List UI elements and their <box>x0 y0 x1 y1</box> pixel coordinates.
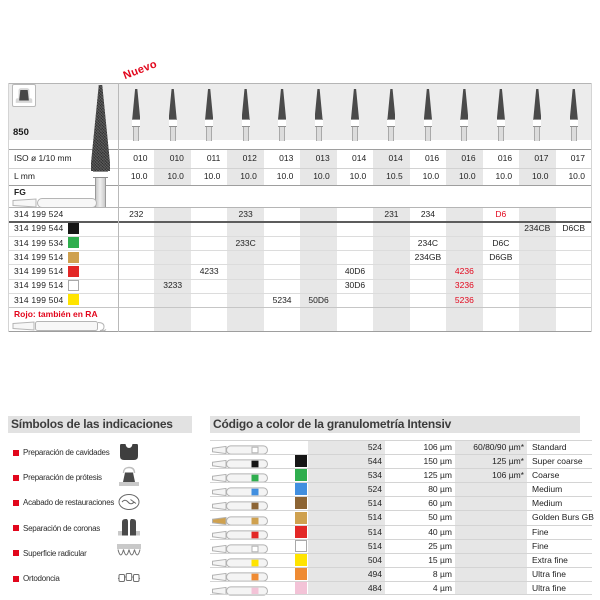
iso-value-cell: 014 <box>352 153 367 163</box>
grit-color-chip <box>68 223 79 234</box>
column-bur-image <box>168 89 178 141</box>
column-bur-shank <box>388 127 394 141</box>
bur-code-cell: D6 <box>495 209 507 219</box>
bur-family-table <box>8 58 592 332</box>
grit-name-cell: Medium <box>532 484 563 495</box>
column-bur-image <box>532 89 542 141</box>
indication-item <box>8 440 198 465</box>
column-bur-shank <box>352 127 358 141</box>
column-bur-cone <box>205 89 213 119</box>
length-value-cell: 10.0 <box>422 171 440 181</box>
grit-name-cell: Extra fine <box>532 554 568 565</box>
grit-code-cell: 494 <box>367 568 382 579</box>
column-bur-shank <box>498 127 504 141</box>
grit-bur-icon <box>212 442 269 452</box>
column-bur-shank <box>316 127 322 141</box>
bur-profile-glyph <box>13 85 35 106</box>
grit-bur-icon <box>212 583 269 593</box>
length-value-cell: 10.5 <box>386 171 403 181</box>
bur-code-cell: 30D6 <box>344 280 366 291</box>
iso-value-cell: 010 <box>169 153 184 163</box>
length-value-cell: 10.0 <box>203 171 221 181</box>
divider-line <box>8 83 9 332</box>
length-value-cell: 10.0 <box>495 171 513 181</box>
bur-code-cell: 3233 <box>163 280 183 291</box>
grit-code-cell: 524 <box>367 484 382 495</box>
iso-value-cell: 017 <box>534 153 549 163</box>
grit-code-cell: 514 <box>367 540 382 551</box>
indication-label: Ortodoncia <box>23 574 60 583</box>
column-bur-neck <box>533 119 541 127</box>
column-bur-neck <box>205 119 213 127</box>
grit-code-cell: 524 <box>367 442 382 452</box>
grit-size-cell: 4 µm <box>432 582 452 593</box>
grit-size-cell: 150 µm <box>423 456 452 467</box>
length-value-cell: 10.0 <box>276 171 294 181</box>
bur-code-cell: 232 <box>129 209 144 219</box>
bur-code-cell: D6C <box>492 237 510 248</box>
column-bur-neck <box>424 119 432 127</box>
grit-size-cell: 50 µm <box>428 512 452 523</box>
column-bur-cone <box>387 89 395 119</box>
column-bur-image <box>386 89 396 141</box>
grit-size-cell: 25 µm <box>428 540 452 551</box>
bur-code-cell: 233C <box>235 237 256 248</box>
grit-bur-icon <box>212 541 269 551</box>
column-stripe <box>154 207 190 331</box>
grit-name-cell: Ultra fine <box>532 582 567 593</box>
column-bur-image <box>241 89 251 141</box>
grit-alt-size-cell: 106 µm* <box>492 470 524 481</box>
indication-label: Separación de coronas <box>23 523 101 533</box>
grit-bur-icon <box>212 513 269 523</box>
symbols-title: Símbolos de las indicaciones <box>8 416 192 433</box>
grit-code-cell: 514 <box>367 526 382 537</box>
order-code-label: 314 199 514 <box>14 251 64 262</box>
root-surface-icon <box>117 542 141 564</box>
column-bur-cone <box>351 89 359 119</box>
order-code-label: 314 199 514 <box>14 266 64 277</box>
bur-code-cell: 233 <box>238 209 253 219</box>
crown-separation-icon <box>117 517 141 539</box>
grit-code-cell: 514 <box>367 498 382 509</box>
iso-value-cell: 012 <box>242 153 257 163</box>
grit-color-square <box>295 554 307 566</box>
grit-code-cell: 514 <box>367 512 382 523</box>
bur-code-cell: 234C <box>417 237 439 248</box>
column-bur-neck <box>387 119 395 127</box>
order-code-label: 314 199 534 <box>14 237 64 248</box>
column-bur-cone <box>497 89 505 119</box>
grit-color-chip <box>68 237 79 248</box>
length-value-cell: 10.0 <box>313 171 330 181</box>
column-bur-image <box>131 89 141 141</box>
column-bur-image <box>314 89 324 141</box>
divider-line <box>8 307 592 308</box>
column-stripe <box>227 207 263 331</box>
length-value-cell: 10.0 <box>240 171 257 181</box>
column-bur-shank <box>425 127 431 141</box>
grit-size-cell: 40 µm <box>428 526 452 537</box>
grit-code-cell: 504 <box>367 554 382 565</box>
column-bur-shank <box>279 127 285 141</box>
column-bur-cone <box>570 89 578 119</box>
bur-code-cell: 40D6 <box>344 266 366 277</box>
column-bur-neck <box>169 119 177 127</box>
grit-color-square <box>295 526 307 538</box>
column-bur-image <box>569 89 579 141</box>
bur-code-cell: 5234 <box>272 294 292 305</box>
column-bur-neck <box>497 119 505 127</box>
order-code-label: 314 199 544 <box>14 223 64 234</box>
column-bur-cone <box>315 89 323 119</box>
grit-color-square <box>295 540 307 552</box>
column-bur-cone <box>132 89 140 119</box>
column-bur-shank <box>243 127 249 141</box>
column-stripe <box>300 207 336 331</box>
iso-value-cell: 013 <box>315 153 330 163</box>
grit-color-square <box>295 512 307 524</box>
grit-size-cell: 8 µm <box>432 568 452 579</box>
grit-name-cell: Ultra fine <box>532 568 567 579</box>
column-bur-neck <box>278 119 286 127</box>
length-value-cell: 10.0 <box>531 171 549 181</box>
grit-name-cell: Fine <box>532 526 549 537</box>
column-bur-image <box>496 89 506 141</box>
bur-code-cell: 50D6 <box>308 294 329 305</box>
length-value-cell: 10.0 <box>167 171 184 181</box>
orthodontics-icon <box>117 567 141 589</box>
indication-item <box>8 566 198 591</box>
bur-code-cell: 234CB <box>524 223 551 234</box>
grit-name-cell: Medium <box>532 498 563 509</box>
grit-size-cell: 80 µm <box>428 484 452 495</box>
column-bur-cone <box>278 89 286 119</box>
iso-value-cell: 017 <box>570 153 585 163</box>
grit-color-square <box>295 582 307 594</box>
grit-code-cell: 534 <box>367 470 382 481</box>
cavity-prep-icon <box>117 441 141 463</box>
divider-line <box>8 264 592 265</box>
column-bur-neck <box>570 119 578 127</box>
column-bur-shank <box>133 127 139 141</box>
length-value-cell: 10.0 <box>459 171 476 181</box>
grit-size-cell: 15 µm <box>428 554 452 565</box>
column-bur-neck <box>460 119 468 127</box>
grit-alt-size-cell: 60/80/90 µm* <box>473 442 524 452</box>
bur-code-cell: D6GB <box>489 251 513 262</box>
indication-label: Preparación de prótesis <box>23 473 102 483</box>
grit-name-cell: Fine <box>532 540 549 551</box>
order-code-label: 314 199 514 <box>14 280 64 291</box>
iso-value-cell: 010 <box>133 153 148 163</box>
restoration-finishing-icon <box>117 491 141 513</box>
red-bullet <box>13 450 19 456</box>
column-bur-shank <box>461 127 467 141</box>
red-note: Rojo: también en RA <box>14 309 98 319</box>
grit-color-square <box>295 497 307 509</box>
divider-line <box>8 221 592 223</box>
column-bur-image <box>459 89 469 141</box>
column-bur-image <box>423 89 433 141</box>
grit-size-cell: 125 µm <box>423 470 452 481</box>
grit-name-cell: Standard <box>532 442 567 452</box>
column-bur-neck <box>351 119 359 127</box>
grit-bur-icon <box>212 456 269 466</box>
iso-value-cell: 016 <box>497 153 513 163</box>
grit-color-chip <box>68 280 79 291</box>
indication-item <box>8 490 198 515</box>
indication-item <box>8 541 198 566</box>
grit-bur-icon <box>212 498 269 508</box>
grit-color-square <box>295 483 307 495</box>
indication-item <box>8 465 198 490</box>
grit-color-square <box>295 469 307 481</box>
iso-value-cell: 016 <box>461 153 476 163</box>
fg-row-label: FG <box>14 187 26 197</box>
grit-code-cell: 484 <box>367 582 382 593</box>
indication-label: Superficie radicular <box>23 548 87 558</box>
indication-label: Acabado de restauraciones <box>23 498 115 508</box>
order-code-label: 314 199 524 <box>14 209 64 219</box>
length-value-cell: 10.0 <box>568 171 585 181</box>
grit-size-cell: 106 µm <box>423 442 452 452</box>
grit-name-cell: Coarse <box>532 470 560 481</box>
column-bur-image <box>350 89 360 141</box>
grit-row-divider <box>210 594 592 595</box>
iso-row-label: ISO ø 1/10 mm <box>14 153 72 163</box>
bur-code-cell: 4233 <box>199 266 219 277</box>
grit-name-cell: Golden Burs GB <box>532 512 594 523</box>
column-bur-shank <box>206 127 212 141</box>
grit-bur-icon <box>212 569 269 579</box>
red-bullet <box>13 550 19 556</box>
grit-color-square <box>295 455 307 467</box>
column-bur-image <box>204 89 214 141</box>
column-bur-shank <box>534 127 540 141</box>
length-row-label: L mm <box>14 171 35 181</box>
grit-bur-icon <box>212 527 269 537</box>
grit-alt-size-cell: 125 µm* <box>492 456 524 467</box>
indication-label: Preparación de cavidades <box>23 448 110 457</box>
family-number: 850 <box>13 127 29 138</box>
divider-line <box>591 83 592 332</box>
grit-color-chip <box>68 266 79 277</box>
length-value-cell: 10.0 <box>130 171 148 181</box>
column-bur-neck <box>132 119 140 127</box>
grit-name-cell: Super coarse <box>532 456 583 467</box>
column-bur-cone <box>242 89 250 119</box>
order-code-label: 314 199 504 <box>14 294 64 305</box>
grit-title: Código a color de la granulometría Intensiv <box>210 416 580 433</box>
bur-code-cell: 4236 <box>454 266 474 277</box>
grit-color-chip <box>68 294 79 305</box>
column-bur-cone <box>460 89 468 119</box>
column-bur-shank <box>571 127 577 141</box>
grit-table <box>210 440 592 595</box>
column-bur-cone <box>169 89 177 119</box>
bur-code-cell: 231 <box>384 209 399 219</box>
grit-code-cell: 544 <box>367 456 382 467</box>
column-bur-cone <box>424 89 432 119</box>
iso-value-cell: 011 <box>206 153 221 163</box>
iso-value-cell: 013 <box>279 153 294 163</box>
grit-color-chip <box>68 252 79 263</box>
iso-value-cell: 016 <box>424 153 440 163</box>
column-stripe <box>373 207 409 331</box>
bur-code-cell: 234 <box>420 209 435 219</box>
featured-bur-neck <box>93 171 108 178</box>
divider-line <box>8 279 592 280</box>
column-bur-cone <box>533 89 541 119</box>
bur-code-cell: 3236 <box>454 280 474 291</box>
red-bullet <box>13 525 19 531</box>
column-bur-neck <box>315 119 323 127</box>
bur-shape-icon <box>12 84 36 107</box>
divider-line <box>8 83 592 84</box>
grit-bur-icon <box>212 470 269 480</box>
grit-bur-icon <box>212 555 269 565</box>
column-bur-shank <box>170 127 176 141</box>
new-badge: Nuevo <box>121 58 159 82</box>
iso-value-cell: 014 <box>388 153 403 163</box>
grit-bur-icon <box>212 484 269 494</box>
bur-code-cell: 234GB <box>414 251 442 262</box>
column-bur-image <box>277 89 287 141</box>
column-bur-neck <box>242 119 250 127</box>
prosthesis-prep-icon <box>117 466 141 488</box>
red-bullet <box>13 500 19 506</box>
indication-item <box>8 516 198 541</box>
bur-code-cell: 5236 <box>454 294 474 305</box>
red-bullet <box>13 576 19 582</box>
length-value-cell: 10.0 <box>349 171 367 181</box>
bur-code-cell: D6CB <box>562 223 586 234</box>
ra-shank-icon <box>12 320 110 332</box>
grit-color-square <box>295 568 307 580</box>
red-bullet <box>13 475 19 481</box>
grit-size-cell: 60 µm <box>428 498 452 509</box>
